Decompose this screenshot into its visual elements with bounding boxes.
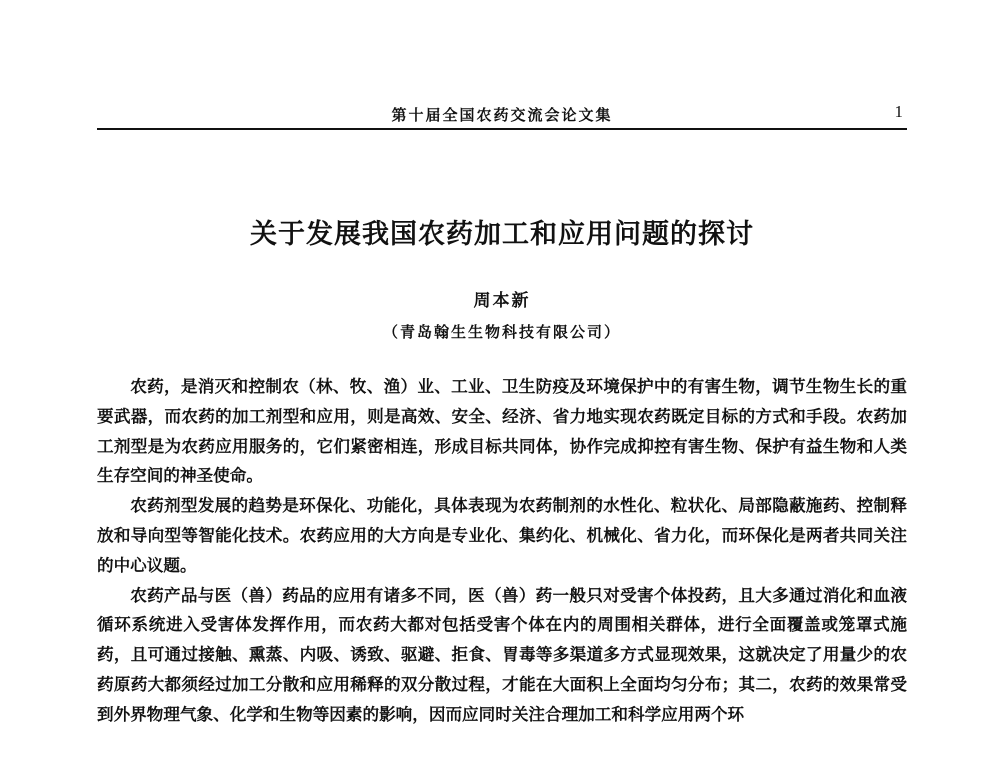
body-text xyxy=(97,372,907,730)
body-paragraph-1: 农药，是消灭和控制农（林、牧、渔）业、工业、卫生防疫及环境保护中的有害生物，调节生物生长的重要武器，而农药的加工剂型和应用，则是高效、安全、经济、省力地实现农药既定目标的方式和手段。农药加工剂型是为农药应用服务的，它们紧密相连，形成目标共同体，协作完成抑控有害生物、保护有益生物和人类生存空间的神圣使命。 xyxy=(97,377,907,486)
running-title: 第十届全国农药交流会论文集 xyxy=(391,106,613,124)
paper-title: 关于发展我国农药加工和应用问题的探讨 xyxy=(250,219,754,250)
body-paragraph-2: 农药剂型发展的趋势是环保化、功能化，具体表现为农药制剂的水性化、粒状化、局部隐蔽施药、控制释放和导向型等智能化技术。农药应用的大方向是专业化、集约化、机械化、省力化，而环保化是两者共同关注的中心议题。 xyxy=(97,496,907,575)
page-number: 1 xyxy=(894,102,903,121)
running-header xyxy=(97,100,907,130)
body-paragraph-3: 农药产品与医（兽）药品的应用有诸多不同，医（兽）药一般只对受害个体投药，且大多通过消化和血液循环系统进入受害体发挥作用，而农药大都对包括受害个体在内的周围相关群体，进行全面覆盖或笼罩式施药，且可通过接触、熏蒸、内吸、诱致、驱避、拒食、胃毒等多渠道多方式显现效果，这就决定了用量少的农药原药大都须经过加工分散和应用稀释的双分散过程，才能在大面积上全面均匀分布；其二，农药的效果常受到外界物理气象、化学和生物等因素的影响，因而应同时关注合理加工和科学应用两个环 xyxy=(97,585,907,724)
author-name: 周本新 xyxy=(473,291,531,311)
author-affiliation: （青岛翰生生物科技有限公司） xyxy=(382,323,621,341)
